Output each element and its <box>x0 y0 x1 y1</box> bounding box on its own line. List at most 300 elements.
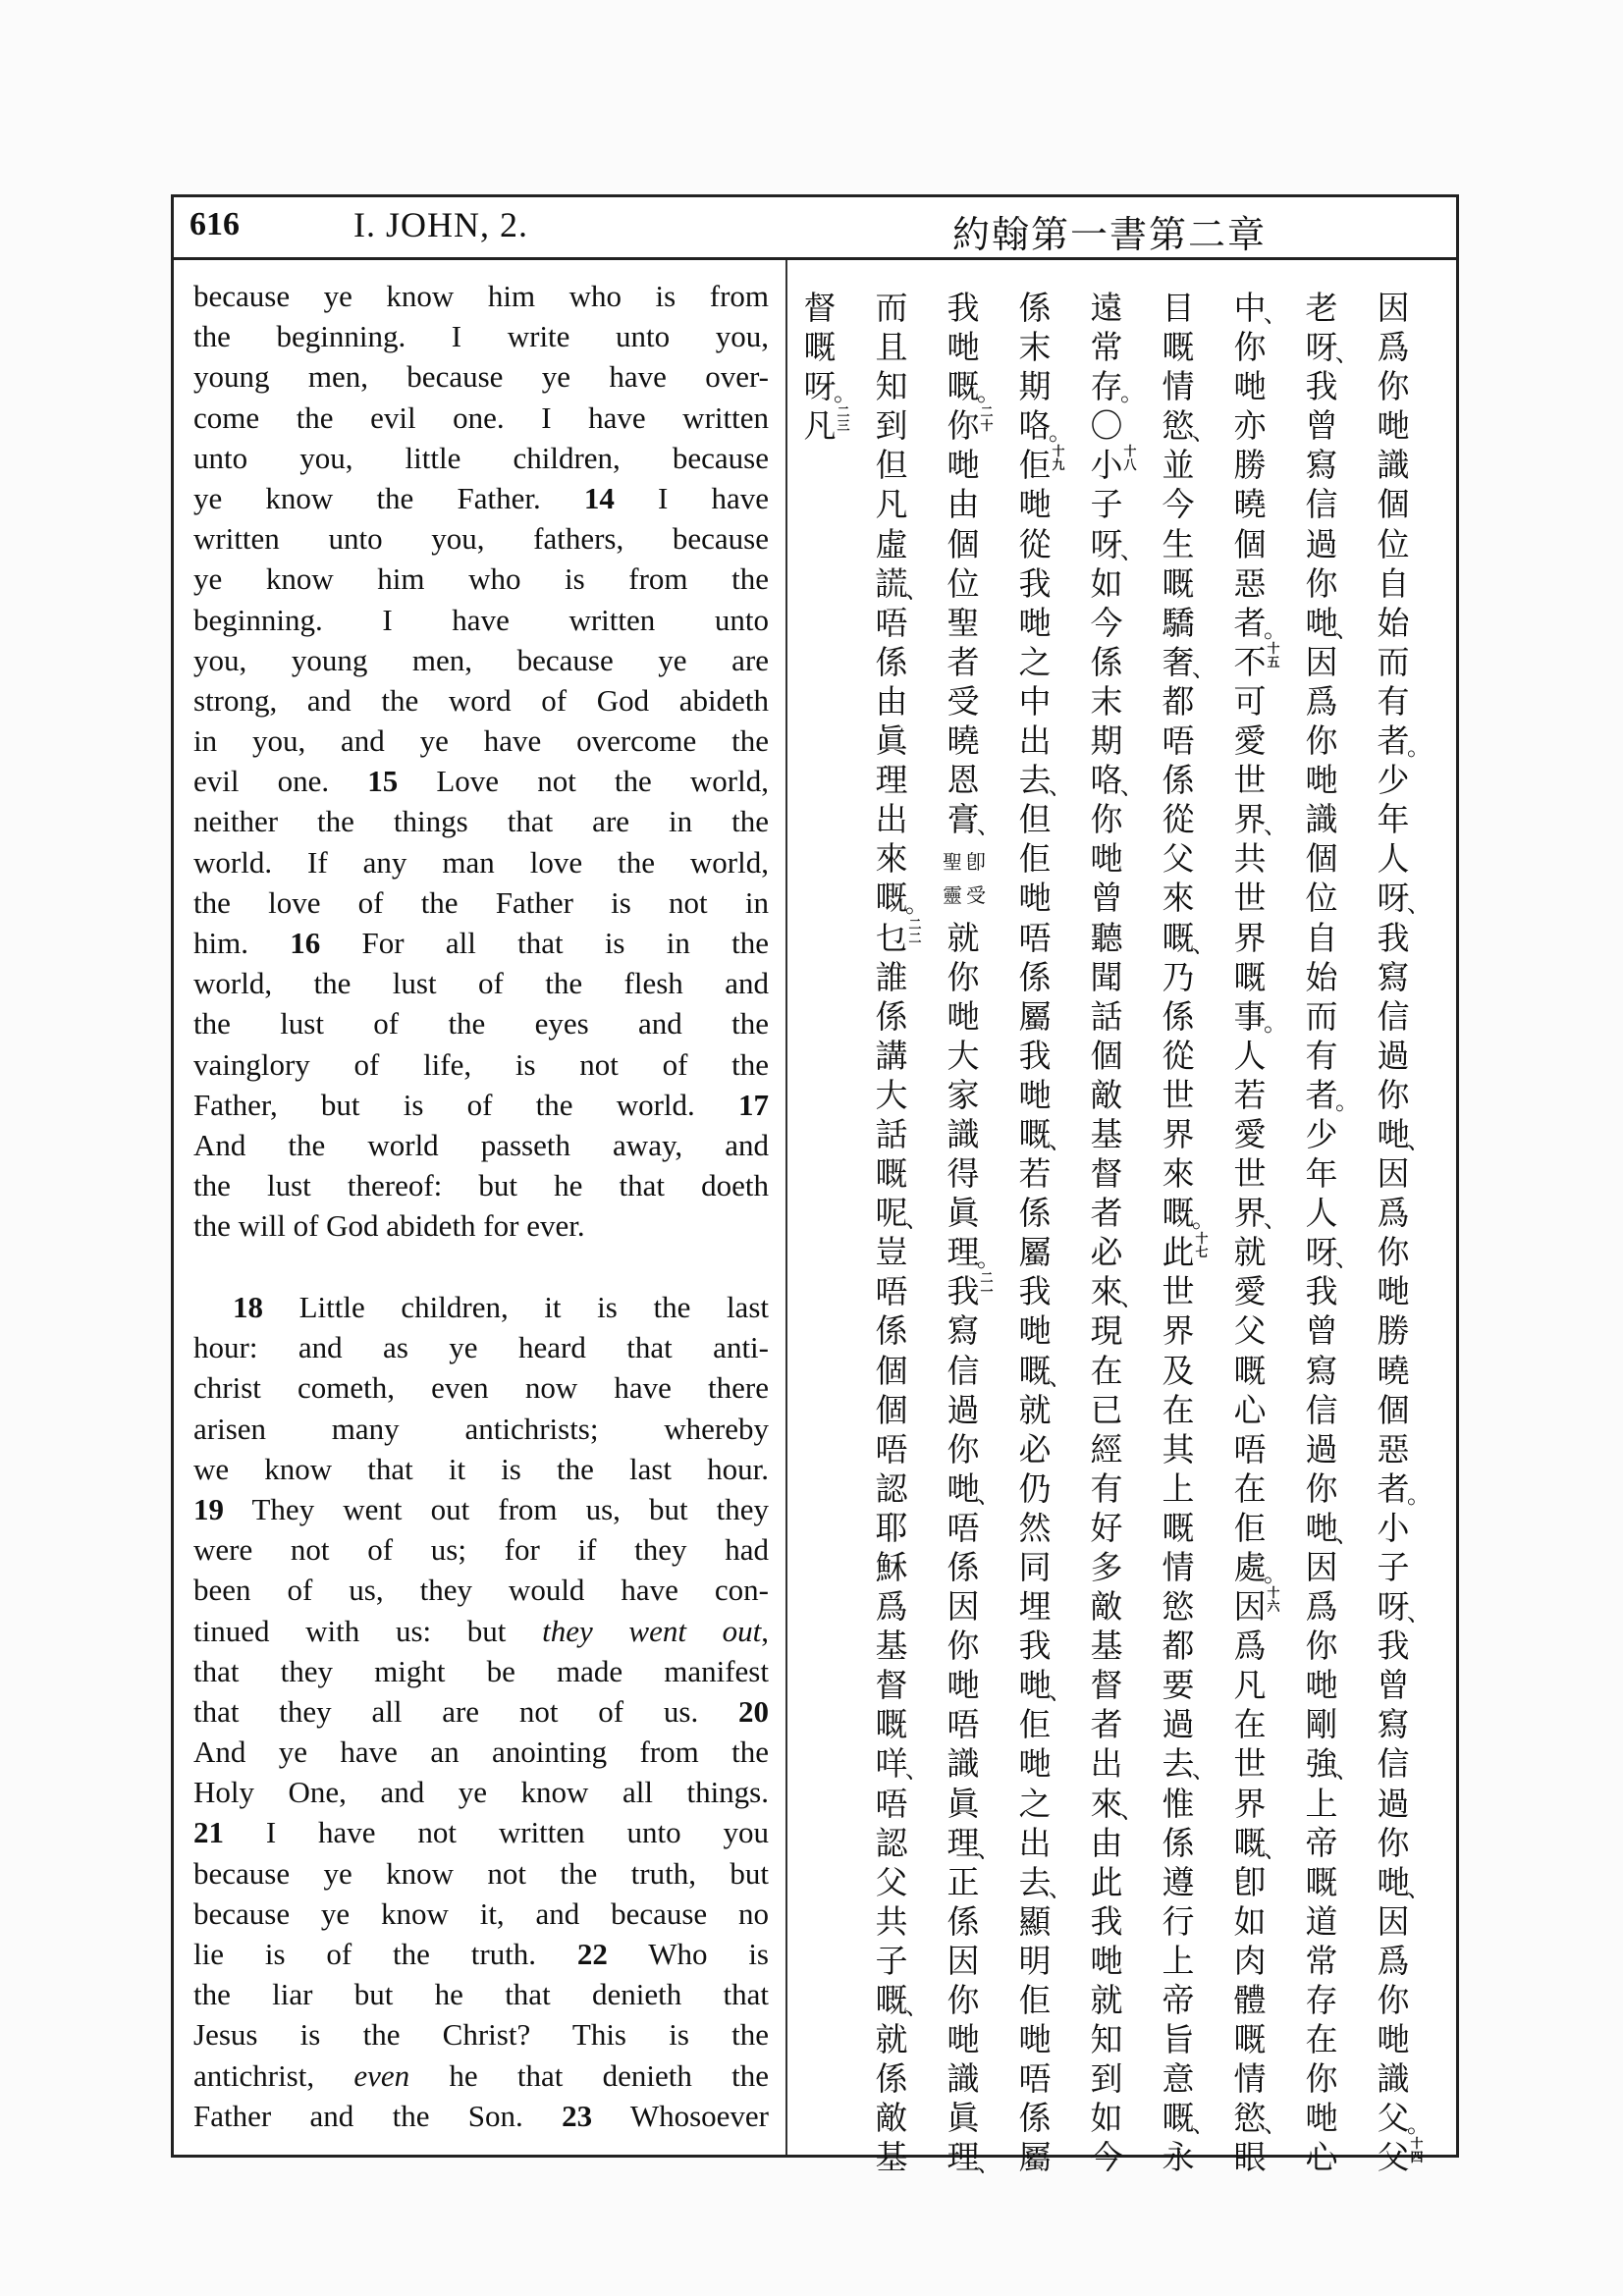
character-cell <box>1224 1233 1283 1272</box>
chinese-character: 者 <box>947 642 980 681</box>
chinese-character: 曉 <box>1233 485 1267 524</box>
chinese-character: 係 <box>1018 289 1052 327</box>
chinese-character: 哋 <box>1090 1941 1123 1980</box>
text-line <box>193 1085 769 1125</box>
character-cell <box>1081 1744 1140 1784</box>
text-line <box>193 1570 769 1610</box>
chinese-character: 唔 <box>875 1784 908 1823</box>
text-line <box>193 1044 769 1085</box>
character-cell <box>938 485 997 524</box>
character-cell <box>1224 1076 1283 1115</box>
punctuation: 、 <box>1264 1205 1287 1234</box>
character-cell <box>1153 721 1212 761</box>
text-line <box>193 1409 769 1449</box>
character-cell <box>1081 761 1144 801</box>
chinese-character: 信 <box>947 1351 980 1390</box>
character-cell <box>1368 1154 1427 1194</box>
character-cell <box>1296 406 1355 446</box>
character-cell <box>938 1823 1001 1863</box>
text-segment: because ye know it, and because no <box>193 1896 769 1931</box>
character-cell <box>866 919 925 958</box>
text-segment: Holy One, and ye know all things. <box>193 1775 769 1810</box>
chinese-character: 你 <box>1377 1075 1410 1114</box>
character-cell <box>938 1115 997 1154</box>
character-cell <box>1368 1194 1427 1233</box>
chinese-character: 我 <box>947 289 980 327</box>
character-cell <box>1368 1391 1427 1430</box>
verse-marker: 二 二 <box>908 917 922 946</box>
verse-marker: 二 一 <box>980 1271 994 1301</box>
chinese-character: 愛 <box>1233 721 1267 761</box>
chinese-character: 係 <box>875 642 908 681</box>
chinese-character: 唔 <box>947 1508 980 1547</box>
chinese-character: 我 <box>1305 1272 1338 1311</box>
character-cell <box>1296 1194 1355 1233</box>
punctuation: 、 <box>1192 654 1216 682</box>
chinese-character: 始 <box>1377 603 1410 642</box>
character-cell <box>1153 1902 1212 1942</box>
chinese-character: 生 <box>1162 524 1195 563</box>
text-line <box>193 2056 769 2096</box>
text-segment: come the evil one. I have written <box>193 400 769 435</box>
chinese-character: 基 <box>875 2138 908 2177</box>
chinese-character: 爲 <box>1305 681 1338 721</box>
chinese-character: 界 <box>1233 1784 1267 1823</box>
punctuation: 、 <box>905 1756 929 1785</box>
chinese-character: 你 <box>1377 1233 1410 1272</box>
character-cell <box>794 367 857 407</box>
character-cell <box>1296 485 1355 524</box>
text-segment: young men, because ye have over- <box>193 359 769 395</box>
character-cell <box>866 1902 925 1942</box>
character-cell <box>1081 721 1140 761</box>
chinese-character: 經 <box>1090 1429 1123 1468</box>
text-segment: Father, but is of the world. <box>193 1087 738 1122</box>
character-cell <box>1296 1942 1355 1981</box>
verse-number: 15 <box>367 764 399 799</box>
chinese-character: 呀 <box>1305 328 1338 367</box>
chinese-character: 過 <box>1305 1429 1338 1468</box>
chinese-character: 期 <box>1018 367 1052 406</box>
chinese-character: 你 <box>1305 721 1338 761</box>
chinese-character: 過 <box>1377 1036 1410 1075</box>
chinese-character: 處 <box>1233 1548 1267 1586</box>
chinese-character: 眼 <box>1233 2138 1267 2177</box>
chinese-character: 少 <box>1305 1114 1338 1153</box>
character-cell <box>1153 1154 1212 1194</box>
character-cell <box>1009 1824 1068 1863</box>
character-cell <box>938 2020 997 2059</box>
character-cell <box>1224 2138 1283 2177</box>
punctuation: 。 <box>1264 614 1287 643</box>
text-line <box>193 1205 769 1246</box>
character-cell <box>1081 682 1140 721</box>
character-cell <box>1009 1233 1068 1272</box>
text-segment: that they might be made manifest <box>193 1653 769 1688</box>
chinese-character: 嘅 <box>1018 1114 1052 1153</box>
character-cell <box>1224 800 1287 840</box>
text-line <box>193 1974 769 2014</box>
chinese-character: 哋 <box>1018 1311 1052 1351</box>
character-cell <box>1009 564 1068 604</box>
chinese-character: 嘅 <box>1162 328 1195 367</box>
chinese-character: 哋 <box>1018 2020 1052 2059</box>
text-line <box>193 1611 769 1651</box>
character-cell <box>1296 1075 1359 1115</box>
character-cell <box>1296 2138 1355 2177</box>
character-cell <box>1081 564 1140 604</box>
character-cell <box>1009 328 1068 367</box>
chinese-character: 因 <box>1233 1587 1267 1627</box>
character-cell <box>1081 446 1140 485</box>
chinese-character: 就 <box>947 918 980 957</box>
character-cell <box>1224 1430 1283 1469</box>
character-cell <box>794 289 853 328</box>
punctuation: 、 <box>1407 1126 1431 1154</box>
chinese-character: 佢 <box>1018 1705 1052 1744</box>
chinese-character: 之 <box>1018 642 1052 681</box>
chinese-character: 因 <box>1305 642 1338 681</box>
chinese-character: 寫 <box>1305 1351 1338 1390</box>
text-segment: because ye know not the truth, but <box>193 1855 769 1891</box>
character-cell <box>1224 2020 1283 2059</box>
chinese-character: 由 <box>875 681 908 721</box>
text-segment: I have not written unto you <box>224 1815 769 1850</box>
text-segment: because ye know him who is from <box>193 279 769 313</box>
text-line <box>193 761 769 801</box>
chinese-character: 寫 <box>1305 446 1338 485</box>
english-paragraph-1 <box>193 276 769 1247</box>
chinese-character: 哋 <box>1377 2020 1410 2059</box>
chinese-character: 督 <box>875 1666 908 1705</box>
chinese-character: 呀 <box>1090 524 1123 563</box>
chinese-character: 你 <box>947 957 980 996</box>
chinese-character: 由 <box>947 485 980 524</box>
character-cell <box>1368 525 1427 564</box>
character-cell <box>1081 2059 1140 2099</box>
character-cell <box>1081 1115 1140 1154</box>
character-cell <box>866 604 925 643</box>
chinese-column <box>938 289 1001 2178</box>
chinese-character: 係 <box>875 2059 908 2099</box>
chinese-character: 肉 <box>1233 1941 1267 1980</box>
punctuation: 。 <box>1264 1008 1287 1037</box>
character-cell <box>866 839 925 879</box>
character-cell <box>866 1942 925 1981</box>
character-cell <box>1081 1076 1140 1115</box>
chinese-character: 基 <box>1090 1114 1123 1153</box>
character-cell <box>1153 1272 1212 1311</box>
chinese-character: 如 <box>1090 563 1123 603</box>
character-cell <box>1153 1785 1212 1824</box>
chinese-character: 個 <box>875 1390 908 1429</box>
chinese-character: 受 <box>947 681 980 721</box>
chinese-character: 從 <box>1162 1036 1195 1075</box>
chinese-character: 屬 <box>1018 2138 1052 2177</box>
chinese-character: 意 <box>1162 2059 1195 2099</box>
italic-text: they went out <box>542 1613 762 1648</box>
text-segment: I have <box>614 480 769 515</box>
punctuation: 、 <box>1335 1245 1359 1273</box>
chinese-character: 過 <box>1377 1784 1410 1823</box>
chinese-character: 者 <box>1233 603 1267 642</box>
chinese-character: 好 <box>1090 1508 1123 1547</box>
chinese-character: 哋 <box>1305 2099 1338 2138</box>
chinese-character: 眞 <box>947 2099 980 2138</box>
character-cell <box>1224 1352 1283 1391</box>
chinese-character: 聞 <box>1090 957 1123 996</box>
chinese-character: 並 <box>1162 446 1195 485</box>
text-line <box>193 842 769 882</box>
character-cell <box>938 1509 997 1548</box>
chinese-character: 我 <box>1377 1627 1410 1666</box>
character-cell <box>1081 1469 1140 1509</box>
character-cell <box>938 328 997 367</box>
text-line <box>193 600 769 640</box>
character-cell <box>1081 1391 1140 1430</box>
character-cell <box>1081 1311 1140 1351</box>
character-cell <box>938 1037 997 1076</box>
chinese-character: 但 <box>1018 800 1052 839</box>
chinese-character: 慾 <box>1233 2099 1267 2138</box>
character-cell <box>1368 2059 1427 2099</box>
chinese-character: 識 <box>947 1114 980 1153</box>
chinese-character: 係 <box>1018 2099 1052 2138</box>
character-cell <box>1368 406 1427 446</box>
character-cell <box>866 1587 925 1627</box>
character-cell <box>1224 839 1283 879</box>
character-cell <box>1081 1627 1140 1666</box>
character-cell <box>866 721 925 761</box>
chinese-character: 爲 <box>1377 1194 1410 1233</box>
character-cell <box>938 761 997 800</box>
punctuation: 。 <box>1192 1205 1216 1234</box>
character-cell <box>1081 1666 1140 1705</box>
punctuation: 。 <box>1407 733 1431 762</box>
punctuation: 、 <box>1049 773 1072 801</box>
chinese-character: 帝 <box>1305 1823 1338 1862</box>
chinese-character: 個 <box>1090 1036 1123 1075</box>
chinese-character: 在 <box>1233 1705 1267 1744</box>
punctuation: 、 <box>1049 1678 1072 1706</box>
chinese-character: 出 <box>1018 1823 1052 1862</box>
chinese-character: 嘅 <box>1233 1351 1267 1390</box>
character-cell <box>866 1627 925 1666</box>
character-cell <box>938 406 997 446</box>
character-cell <box>1009 682 1068 721</box>
character-cell <box>866 446 925 485</box>
character-cell <box>1009 879 1068 918</box>
chinese-character: 慾 <box>1162 1587 1195 1627</box>
character-cell <box>1296 1785 1355 1824</box>
verse-number: 21 <box>193 1815 224 1850</box>
chinese-character: 你 <box>1305 1627 1338 1666</box>
character-cell <box>1009 1076 1068 1115</box>
chinese-character: 要 <box>1162 1666 1195 1705</box>
chinese-character: 及 <box>1162 1351 1195 1390</box>
character-cell <box>1009 1705 1068 1744</box>
chinese-character: 哋 <box>1305 1508 1338 1547</box>
punctuation: 。 <box>834 379 857 407</box>
character-cell <box>1081 524 1144 564</box>
character-cell <box>1296 800 1355 839</box>
character-cell <box>1296 2020 1355 2059</box>
verse-marker: 十 五 <box>1267 641 1280 670</box>
chinese-character: 嘅 <box>1233 2020 1267 2059</box>
chinese-character: 嘅 <box>875 1981 908 2020</box>
annotation-right-column: 卽 受 <box>966 850 986 908</box>
chinese-character: 理 <box>947 1233 980 1272</box>
chinese-character: 你 <box>1305 1468 1338 1508</box>
character-cell <box>1368 1037 1427 1076</box>
character-cell <box>1009 1785 1068 1824</box>
chinese-character: 存 <box>1305 1981 1338 2020</box>
character-cell <box>1153 1194 1216 1234</box>
chinese-character: 就 <box>1018 1390 1052 1429</box>
character-cell <box>1368 1666 1427 1705</box>
character-cell <box>1224 682 1283 721</box>
punctuation: 、 <box>1335 1756 1359 1785</box>
chinese-character: 我 <box>1305 367 1338 406</box>
character-cell <box>1224 919 1283 958</box>
chinese-character: 情 <box>1162 367 1195 406</box>
chinese-character: 世 <box>1233 1744 1267 1784</box>
character-cell <box>1224 446 1283 485</box>
text-segment: world. If any man love the world, <box>193 844 769 880</box>
chinese-character: 有 <box>1090 1468 1123 1508</box>
text-segment: been of us, they would have con- <box>193 1573 769 1608</box>
character-cell <box>866 761 925 800</box>
chinese-character: 爲 <box>1377 328 1410 367</box>
character-cell <box>1296 1666 1355 1705</box>
punctuation: 、 <box>1049 1362 1072 1391</box>
chinese-character: 來 <box>875 839 908 879</box>
character-cell <box>938 1981 997 2020</box>
character-cell <box>866 1863 925 1902</box>
chinese-character: 來 <box>1090 1784 1123 1823</box>
character-cell <box>1224 1272 1283 1311</box>
character-cell <box>938 1744 997 1784</box>
chinese-character: 因 <box>1377 1901 1410 1941</box>
chinese-character: 哋 <box>1090 839 1123 879</box>
character-cell <box>1368 721 1431 762</box>
chinese-character: 你 <box>947 406 980 446</box>
punctuation: 、 <box>1335 340 1359 368</box>
verse-marker: 十 四 <box>1410 2137 1424 2166</box>
character-cell <box>1081 1037 1140 1076</box>
punctuation: 。 <box>1264 1560 1287 1587</box>
chinese-character: 我 <box>1018 1272 1052 1311</box>
character-cell <box>1296 564 1355 604</box>
character-cell <box>866 879 929 919</box>
punctuation: 、 <box>1120 1795 1144 1824</box>
character-cell <box>938 1311 997 1351</box>
chinese-character: 事 <box>1233 996 1267 1036</box>
chinese-character: 我 <box>1090 1901 1123 1941</box>
chinese-character: 已 <box>1090 1390 1123 1429</box>
chinese-character: 界 <box>1233 918 1267 957</box>
character-cell <box>1296 367 1355 406</box>
character-cell <box>1081 879 1140 918</box>
character-cell <box>866 367 925 406</box>
character-cell <box>1296 1352 1355 1391</box>
chinese-character: 哋 <box>947 328 980 367</box>
chinese-character: 基 <box>1090 1627 1123 1666</box>
chinese-character: 去 <box>1018 1862 1052 1901</box>
chinese-character: 勝 <box>1377 1311 1410 1351</box>
character-cell <box>1368 2020 1427 2059</box>
character-cell <box>1009 2138 1068 2177</box>
verse-marker: 十 九 <box>1052 445 1065 474</box>
text-line <box>193 1449 769 1489</box>
character-cell <box>866 1705 925 1744</box>
punctuation: 、 <box>1120 536 1144 564</box>
chinese-character: 少 <box>1377 761 1410 800</box>
chinese-character: 寫 <box>1377 957 1410 996</box>
chinese-column <box>1081 289 1144 2178</box>
chinese-character: 上 <box>1162 1468 1195 1508</box>
chinese-character: 哋 <box>1377 1272 1410 1311</box>
character-cell <box>1153 918 1216 958</box>
character-cell <box>866 1824 925 1863</box>
punctuation: 、 <box>1192 930 1216 958</box>
character-cell <box>1296 1115 1355 1154</box>
chinese-character: 小 <box>1090 446 1123 485</box>
character-cell <box>1009 1587 1068 1627</box>
text-line <box>193 640 769 680</box>
character-cell <box>1153 682 1212 721</box>
annotation-cell <box>938 839 997 918</box>
character-cell <box>1081 2020 1140 2059</box>
chinese-character: 你 <box>1377 1981 1410 2020</box>
character-cell <box>1081 328 1140 367</box>
chinese-character: 勝 <box>1233 446 1267 485</box>
verse-number: 18 <box>233 1290 263 1324</box>
text-segment: arisen many antichrists; whereby <box>193 1411 769 1446</box>
character-cell <box>1224 1587 1283 1627</box>
character-cell <box>1224 879 1283 918</box>
punctuation: 、 <box>905 1993 929 2021</box>
chinese-character: 唔 <box>947 1705 980 1744</box>
character-cell <box>866 800 925 839</box>
verse-number: 23 <box>562 2098 593 2133</box>
character-cell <box>1153 1666 1212 1705</box>
chinese-character: 位 <box>1377 524 1410 563</box>
character-cell <box>938 564 997 604</box>
character-cell <box>938 682 997 721</box>
character-cell <box>1296 1902 1355 1942</box>
character-cell <box>1081 1194 1140 1233</box>
character-cell <box>938 1863 997 1902</box>
punctuation: 、 <box>1192 1756 1216 1785</box>
page-number: 616 <box>189 206 240 242</box>
chinese-character: 者 <box>1377 1468 1410 1508</box>
chinese-character: 在 <box>1305 2020 1338 2059</box>
italic-text: even <box>353 2057 410 2093</box>
character-cell <box>1368 682 1427 721</box>
text-line <box>193 316 769 356</box>
character-cell <box>1153 1627 1212 1666</box>
chinese-character: 〇 <box>1090 406 1123 446</box>
text-segment: Jesus is the Christ? This is the <box>193 2017 769 2053</box>
character-cell <box>1296 839 1355 879</box>
character-cell <box>1296 2099 1355 2138</box>
character-cell <box>1224 1942 1283 1981</box>
character-cell <box>938 800 1001 840</box>
character-cell <box>1009 1114 1072 1154</box>
text-line <box>193 518 769 559</box>
chinese-character: 都 <box>1162 1627 1195 1666</box>
